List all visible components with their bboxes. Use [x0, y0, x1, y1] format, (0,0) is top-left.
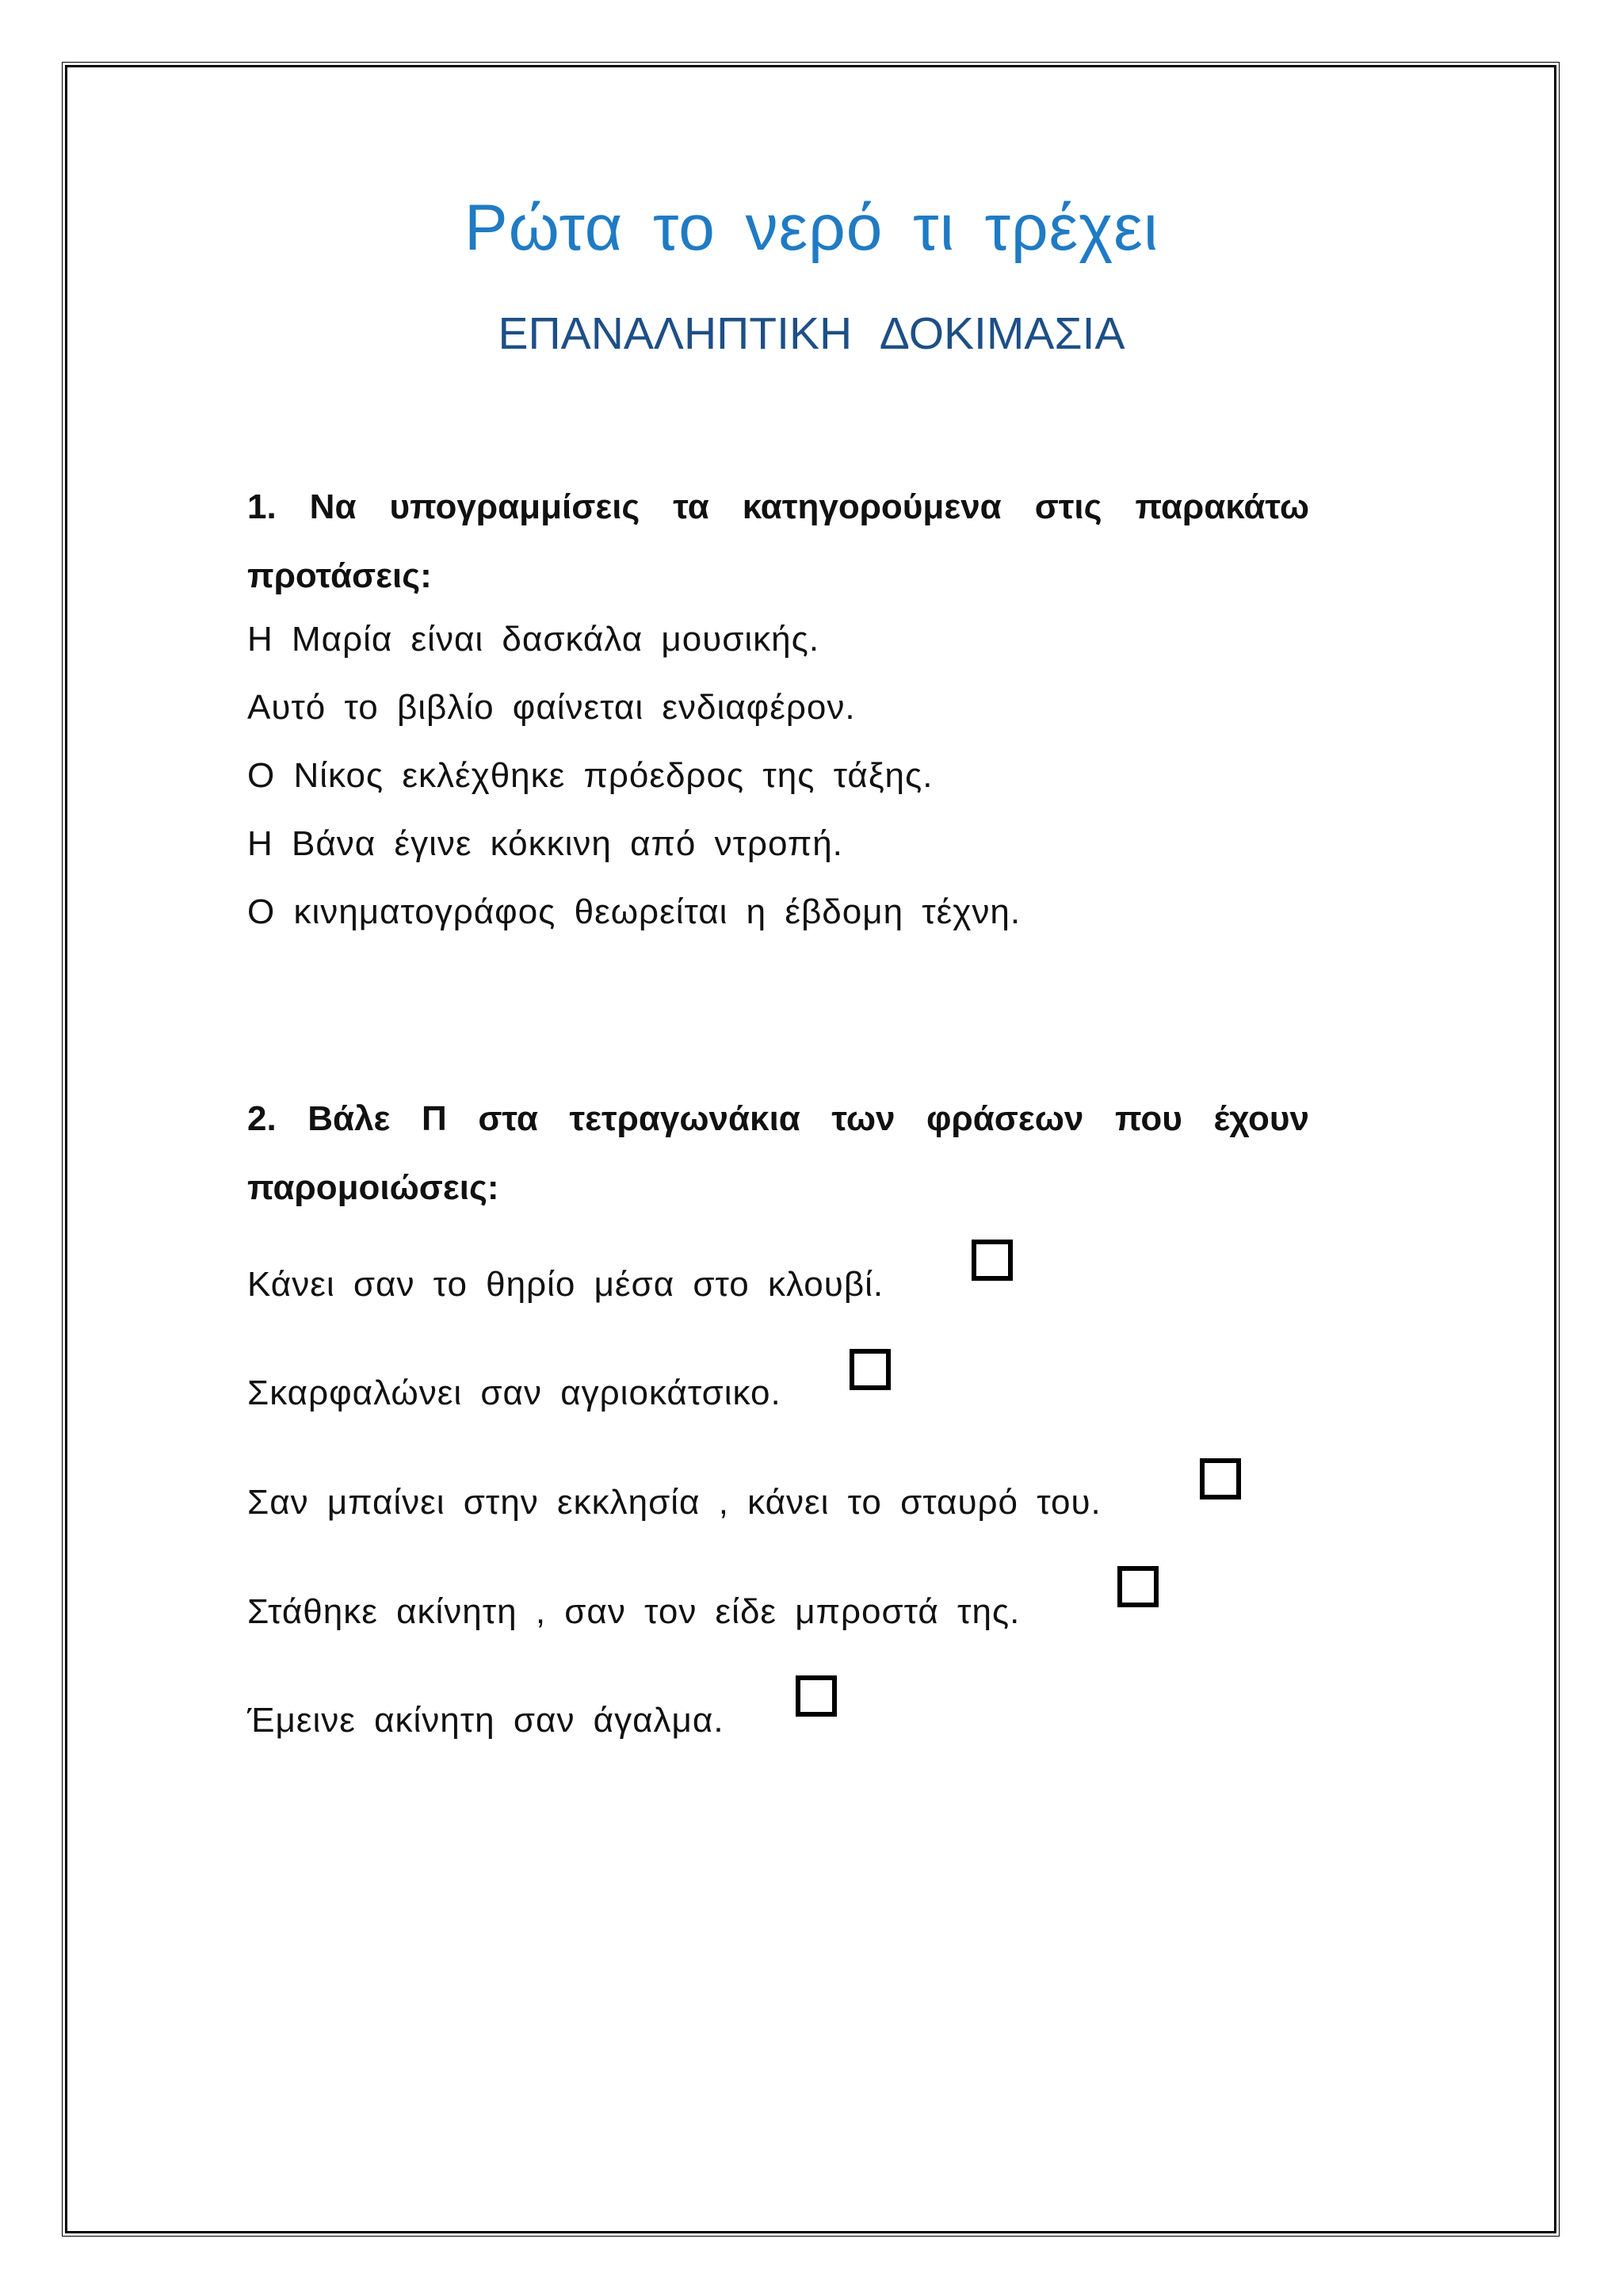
- question-1-prompt: 1. Να υπογραμμίσεις τα κατηγορούμενα στις παρακάτω προτάσεις:: [247, 487, 1309, 595]
- simile-checkbox-1[interactable]: [972, 1240, 1013, 1281]
- q2-sentence-2: Σκαρφαλώνει σαν αγριοκάτσικο.: [247, 1373, 781, 1412]
- q1-sentence-4: Η Βάνα έγινε κόκκινη από ντροπή.: [247, 824, 843, 863]
- q2-sentence-4: Στάθηκε ακίνητη , σαν τον είδε μπροστά της.: [247, 1592, 1021, 1631]
- simile-checkbox-3[interactable]: [1200, 1458, 1241, 1499]
- worksheet-subtitle: ΕΠΑΝΑΛΗΠΤΙΚΗ ΔΟΚΙΜΑΣΙΑ: [498, 308, 1125, 359]
- q1-sentence-3: Ο Νίκος εκλέχθηκε πρόεδρος της τάξης.: [247, 756, 934, 795]
- q1-sentence-2: Αυτό το βιβλίο φαίνεται ενδιαφέρον.: [247, 688, 856, 727]
- q2-sentence-3: Σαν μπαίνει στην εκκλησία , κάνει το σταυρό του.: [247, 1483, 1102, 1522]
- simile-checkbox-2[interactable]: [850, 1349, 891, 1390]
- question-2-prompt: 2. Βάλε Π στα τετραγωνάκια των φράσεων που έχουν παρομοιώσεις:: [247, 1099, 1309, 1207]
- simile-checkbox-5[interactable]: [796, 1675, 837, 1717]
- q1-sentence-5: Ο κινηματογράφος θεωρείται η έβδομη τέχνη.: [247, 892, 1022, 931]
- q2-sentence-5: Έμεινε ακίνητη σαν άγαλμα.: [247, 1701, 724, 1740]
- simile-checkbox-4[interactable]: [1117, 1566, 1159, 1607]
- q1-sentence-1: Η Μαρία είναι δασκάλα μουσικής.: [247, 620, 820, 659]
- q2-sentence-1: Κάνει σαν το θηρίο μέσα στο κλουβί.: [247, 1265, 884, 1304]
- worksheet-title: Ρώτα το νερό τι τρέχει: [464, 192, 1159, 264]
